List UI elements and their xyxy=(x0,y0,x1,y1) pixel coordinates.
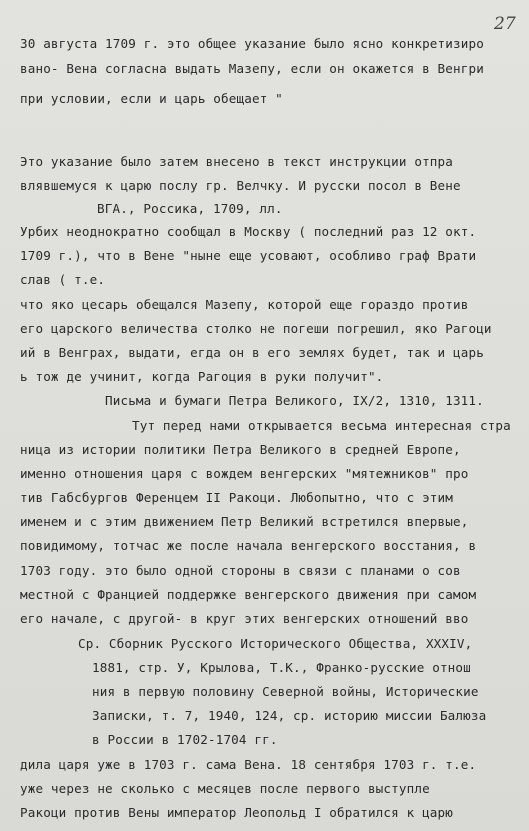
text-line: уже через не сколько с месяцев после первого выступле xyxy=(20,781,430,796)
text-line: ий в Венграх, выдати, егда он в его землях будет, так и царь xyxy=(20,345,484,360)
text-line: его начале, с другой- в круг этих венгерских отношений вво xyxy=(20,611,469,626)
citation-line: Письма и бумаги Петра Великого, IX/2, 1310, 1311. xyxy=(105,393,484,408)
footnote-line: 1881, стр. У, Крылова, Т.К., Франко-русские отнош xyxy=(92,660,471,675)
text-line: 1703 году. это было одной стороны в связи с планами о сов xyxy=(20,563,461,578)
text-line: Ракоци против Вены император Леопольд I обратился к царю xyxy=(20,805,453,820)
text-line: Урбих неоднократно сообщал в Москву ( последний раз 12 окт. xyxy=(20,224,477,239)
text-line: Это указание было затем внесено в текст инструкции отпра xyxy=(20,154,453,169)
text-line: что яко цесарь обещался Мазепу, которой еще гораздо против xyxy=(20,297,469,312)
text-line: вано- Вена согласна выдать Мазепу, если он окажется в Венгри xyxy=(20,61,484,76)
text-line: именно отношения царя с вождем венгерских "мятежников" про xyxy=(20,466,469,481)
citation-line: ВГА., Россика, 1709, лл. xyxy=(97,201,283,216)
text-line: тив Габсбургов Ференцем II Ракоци. Любопытно, что с этим xyxy=(20,490,453,505)
footnote-line: Записки, т. 7, 1940, 124, ср. историю миссии Балюза xyxy=(92,708,487,723)
text-line: слав ( т.е. xyxy=(20,272,106,287)
text-line: повидимому, тотчас же после начала венгерского восстания, в xyxy=(20,538,477,553)
text-line: ь тож де учинит, когда Рагоция в руки получит". xyxy=(20,369,384,384)
page-number: 27 xyxy=(494,14,516,34)
text-line: при условии, если и царь обещает " xyxy=(20,91,283,106)
footnote-line: в России в 1702-1704 гг. xyxy=(92,732,278,747)
text-line: местной с Францией поддержке венгерского движения при самом xyxy=(20,587,477,602)
text-line: ница из истории политики Петра Великого в средней Европе, xyxy=(20,442,461,457)
footnote-line: ния в первую половину Северной войны, Исторические xyxy=(92,684,479,699)
text-line: 1709 г.), что в Вене "ныне еще усовают, особливо граф Врати xyxy=(20,248,477,263)
text-line: именем и с этим движением Петр Великий встретился впервые, xyxy=(20,514,469,529)
text-line: Тут перед нами открывается весьма интересная стра xyxy=(132,418,511,433)
text-line: 30 августа 1709 г. это общее указание было ясно конкретизиро xyxy=(20,36,484,51)
text-line: влявшемуся к царю послу гр. Велчку. И русски посол в Вене xyxy=(20,178,461,193)
footnote-line: Ср. Сборник Русского Исторического Общества, XXXIV, xyxy=(78,636,473,651)
text-line: его царского величества столко не погеши погрешил, яко Рагоци xyxy=(20,321,492,336)
text-line: дила царя уже в 1703 г. сама Вена. 18 сентября 1703 г. т.е. xyxy=(20,757,477,772)
